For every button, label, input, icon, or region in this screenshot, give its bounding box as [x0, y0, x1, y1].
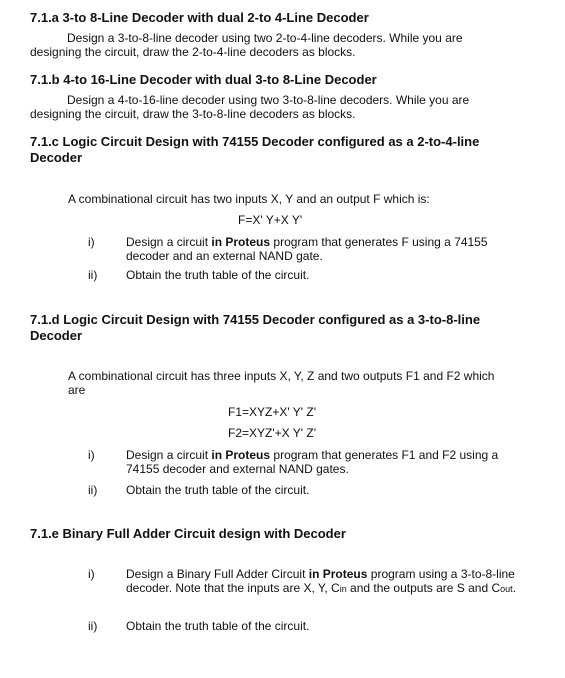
list-number: i) [88, 567, 95, 581]
section-c-intro: A combinational circuit has two inputs X, Y and an output F which is: [68, 192, 430, 206]
list-number: i) [88, 235, 95, 249]
section-a-body: Design a 3-to-8-line decoder using two 2-to-4-line decoders. While you are designing the circuit, draw the 2-to-4-line decoders as blocks. [30, 31, 463, 59]
list-item [88, 567, 528, 613]
section-a-title: 7.1.a 3-to 8-Line Decoder with dual 2-to 4-Line Decoder [30, 10, 369, 25]
section-d-intro: A combinational circuit has three inputs X, Y, Z and two outputs F1 and F2 which are [68, 369, 495, 397]
section-e-title: 7.1.e Binary Full Adder Circuit design with Decoder [30, 526, 346, 541]
list-text: Design a Binary Full Adder Circuit in Proteus program using a 3-to-8-line decoder. Note that the inputs are X, Y, Cin and the outputs are S and Cout. [126, 567, 517, 595]
list-item [88, 448, 528, 478]
list-item [88, 235, 528, 265]
list-number: i) [88, 448, 95, 462]
section-b-body: Design a 4-to-16-line decoder using two 3-to-8-line decoders. While you are designing the circuit, draw the 3-to-8-line decoders as blocks. [30, 93, 470, 121]
list-number: ii) [88, 268, 98, 282]
list-number: ii) [88, 619, 98, 633]
section-c-title: 7.1.c Logic Circuit Design with 74155 Decoder configured as a 2-to-4-line Decoder [30, 134, 480, 165]
section-d-formula-2: F2=XYZ'+X Y' Z' [228, 426, 317, 440]
list-text: Obtain the truth table of the circuit. [126, 619, 310, 633]
section-b-title: 7.1.b 4-to 16-Line Decoder with dual 3-to 8-Line Decoder [30, 72, 377, 87]
list-item [88, 619, 528, 635]
list-text: Design a circuit in Proteus program that generates F1 and F2 using a 74155 decoder and external NAND gates. [126, 448, 499, 476]
list-item [88, 483, 528, 499]
section-d-formula-1: F1=XYZ+X' Y' Z' [228, 405, 317, 419]
list-text: Design a circuit in Proteus program that generates F using a 74155 decoder and an external NAND gate. [126, 235, 488, 263]
list-text: Obtain the truth table of the circuit. [126, 268, 310, 282]
list-item [88, 268, 528, 284]
list-number: ii) [88, 483, 98, 497]
section-c-formula: F=X' Y+X Y' [238, 213, 303, 227]
section-d-title: 7.1.d Logic Circuit Design with 74155 Decoder configured as a 3-to-8-line Decoder [30, 312, 481, 343]
list-text: Obtain the truth table of the circuit. [126, 483, 310, 497]
